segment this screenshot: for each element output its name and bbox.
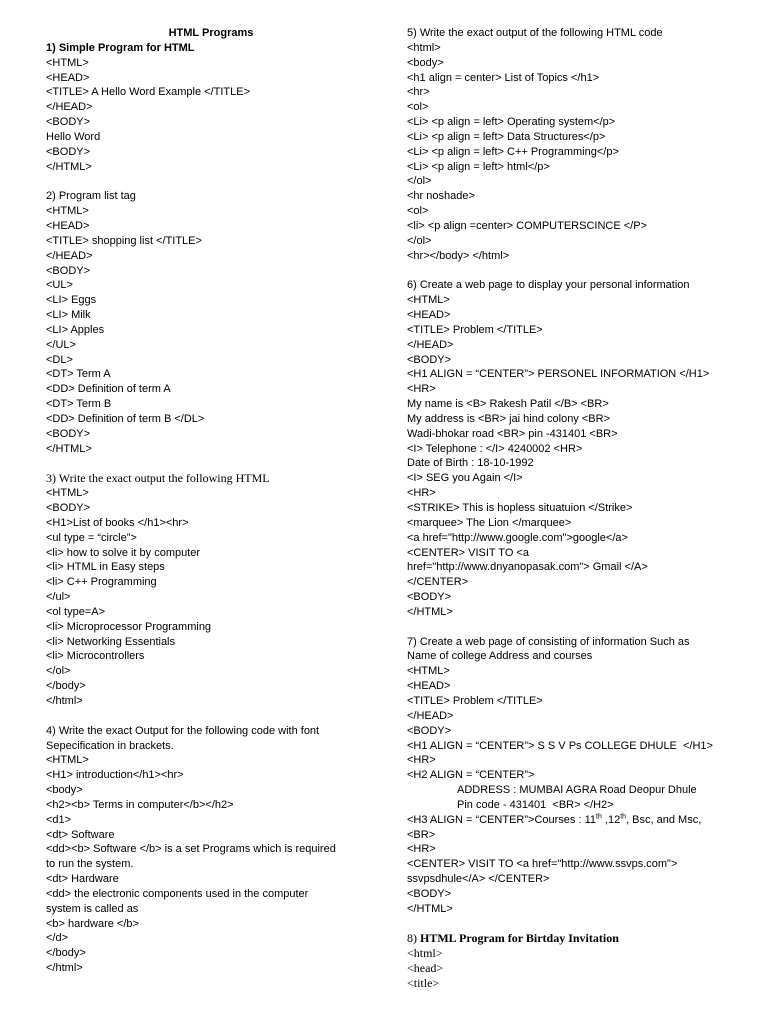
program-4-heading-line-1: 4) Write the exact Output for the following code with font	[46, 724, 320, 737]
code-line: </ul>	[46, 591, 71, 604]
program-4-dd-hardware-1: <dd> the electronic components used in the computer	[46, 887, 309, 900]
code-line: </HTML>	[46, 442, 92, 455]
code-line: <ol>	[407, 101, 429, 114]
code-line: <h2><b> Terms in computer</b></h2>	[46, 798, 234, 811]
code-line: <STRIKE> This is hopless situatuion </Strike>	[407, 502, 633, 514]
code-line: <BODY>	[46, 264, 91, 277]
code-line: <a href="http://www.google.com">google</a>	[407, 531, 628, 544]
program-6-code	[407, 293, 752, 620]
program-5-heading: 5) Write the exact output of the following HTML code	[407, 27, 663, 39]
code-line: <BODY>	[46, 427, 91, 440]
superscript-th-1: th	[596, 813, 602, 821]
program-8-code	[407, 946, 752, 991]
code-line: <body>	[407, 56, 444, 69]
code-line: </d>	[46, 932, 69, 945]
code-line: <ol type=A>	[46, 605, 106, 618]
code-line: <body>	[46, 784, 83, 797]
right-column	[407, 26, 752, 991]
code-line: </HEAD>	[407, 338, 454, 351]
code-line: <DT> Term A	[46, 368, 111, 381]
code-line: <li> Microcontrollers	[46, 650, 145, 663]
code-line: </html>	[46, 694, 83, 707]
code-line: <H1 ALIGN = “CENTER”> S S V Ps COLLEGE DHULE </H1>	[407, 739, 713, 752]
program-5-code	[407, 41, 752, 264]
code-line: </HTML>	[46, 160, 92, 173]
code-line: <BODY>	[46, 502, 91, 514]
code-line: <b> hardware </b>	[46, 917, 139, 930]
code-line: <marquee> The Lion </marquee>	[407, 516, 572, 529]
code-line: <HEAD>	[407, 309, 451, 322]
code-line: <hr></body> </html>	[407, 249, 510, 262]
code-line: My address is <BR> jai hind colony <BR>	[407, 412, 610, 425]
code-line: <DT> Term B	[46, 398, 112, 411]
code-line: <H1> introduction</h1><hr>	[46, 769, 184, 782]
code-line: <H1>List of books </h1><hr>	[46, 516, 189, 529]
code-line: <HTML>	[407, 294, 450, 307]
program-6-heading: 6) Create a web page to display your personal information	[407, 279, 690, 292]
code-line: <html>	[407, 41, 441, 54]
code-line: <d1>	[46, 813, 72, 826]
code-line: </HEAD>	[46, 101, 93, 114]
code-line: <I> SEG you Again </I>	[407, 472, 523, 485]
page-title: HTML Programs	[168, 27, 254, 39]
code-line: </HEAD>	[407, 709, 454, 722]
code-line: My name is <B> Rakesh Patil </B> <BR>	[407, 398, 609, 411]
program-8-title: HTML Program for Birtday Invitation	[420, 931, 619, 946]
code-line: Date of Birth : 18-10-1992	[407, 457, 534, 470]
code-line: </ol>	[46, 665, 71, 678]
code-line: <CENTER> VISIT TO <a href="http://www.ssvps.com">	[407, 858, 678, 871]
program-7-code-a	[407, 664, 752, 783]
code-line: </HTML>	[407, 902, 453, 915]
program-4-dd-software-2: to run the system.	[46, 858, 134, 871]
code-line: <li> HTML in Easy steps	[46, 561, 165, 574]
code-line: <HEAD>	[407, 680, 451, 693]
code-line: <HTML>	[46, 56, 89, 69]
code-line: Hello Word	[46, 130, 101, 143]
code-line: <HR>	[407, 487, 436, 500]
code-line: <h1 align = center> List of Topics </h1>	[407, 71, 600, 84]
program-2-heading: 2) Program list tag	[46, 190, 136, 203]
program-7-heading-line-2: Name of college Address and courses	[407, 650, 593, 663]
code-line: </body>	[46, 680, 86, 693]
code-line: <li> Networking Essentials	[46, 635, 176, 648]
code-line: <li> C++ Programming	[46, 576, 157, 589]
program-7-address-2: Pin code - 431401 <BR> </H2>	[457, 798, 614, 811]
code-line: <HTML>	[46, 487, 89, 500]
program-8-number: 8)	[407, 931, 420, 946]
program-8-heading	[407, 931, 752, 946]
code-line: <H1 ALIGN = “CENTER”> PERSONEL INFORMATION </H1>	[407, 368, 710, 381]
code-line: <BODY>	[407, 591, 452, 604]
code-line: <head>	[407, 961, 444, 976]
program-4-dt-hardware: <dt> Hardware	[46, 873, 119, 886]
code-line: <dt> Software	[46, 828, 115, 841]
code-line: <Li> <p align = left> Data Structures</p>	[407, 130, 606, 143]
code-line: <HR>	[407, 383, 436, 396]
code-line: href="http://www.dnyanopasak.com"> Gmail </A>	[407, 561, 648, 574]
code-line: <HEAD>	[46, 71, 90, 84]
superscript-th-2: th	[620, 813, 627, 821]
code-line: <BODY>	[46, 145, 91, 158]
code-line: <I> Telephone : </I> 4240002 <HR>	[407, 442, 583, 455]
code-line: </html>	[46, 962, 83, 975]
code-line: <BODY>	[407, 724, 452, 737]
code-line: <BODY>	[407, 353, 452, 366]
code-line: ssvpsdhule</A> </CENTER>	[407, 873, 550, 886]
code-line: <Li> <p align = left> Operating system</p>	[407, 116, 616, 129]
code-line: <HTML>	[46, 205, 89, 218]
program-7-code-b	[407, 828, 752, 917]
code-line: <html>	[407, 946, 443, 961]
code-line: <LI> Eggs	[46, 294, 97, 307]
code-line: <H2 ALIGN = “CENTER”>	[407, 769, 535, 782]
code-line: <DL>	[46, 353, 73, 366]
program-3-code	[46, 486, 376, 709]
program-4-code-a	[46, 753, 376, 842]
code-line: </body>	[46, 947, 86, 960]
program-2-code	[46, 204, 376, 456]
code-line: <DD> Definition of term B </DL>	[46, 412, 205, 425]
code-line: <TITLE> shopping list </TITLE>	[46, 234, 202, 247]
code-line: <hr noshade>	[407, 190, 475, 203]
courses-suffix: , Bsc, and Msc,	[626, 813, 702, 826]
courses-prefix: <H3 ALIGN = “CENTER”>Courses : 11	[407, 813, 597, 826]
code-line: <li> <p align =center> COMPUTERSCINCE </P>	[407, 219, 647, 232]
program-7-courses-line	[407, 813, 752, 828]
code-line: <BR>	[407, 828, 436, 841]
code-line: Wadi-bhokar road <BR> pin -431401 <BR>	[407, 427, 618, 440]
code-line: <hr>	[407, 86, 430, 99]
program-4-heading-line-2: Sepecification in brackets.	[46, 739, 174, 752]
program-3-heading: 3) Write the exact output the following HTML	[46, 471, 270, 486]
code-line: <li> how to solve it by computer	[46, 546, 201, 559]
code-line: <HEAD>	[46, 219, 90, 232]
code-line: <ul type = “circle”>	[46, 531, 137, 544]
code-line: <li> Microprocessor Programming	[46, 620, 212, 633]
program-4-code-b	[46, 917, 376, 976]
code-line: <CENTER> VISIT TO <a	[407, 546, 529, 559]
code-line: <HR>	[407, 754, 436, 767]
program-1-code	[46, 56, 376, 175]
code-line: <TITLE> A Hello Word Example </TITLE>	[46, 86, 250, 99]
code-line: </ol>	[407, 175, 432, 188]
code-line: <LI> Apples	[46, 323, 105, 336]
program-4-dd-hardware-2: system is called as	[46, 902, 139, 915]
program-1-heading: 1) Simple Program for HTML	[46, 41, 195, 54]
code-line: </HTML>	[407, 605, 453, 618]
code-line: <Li> <p align = left> html</p>	[407, 160, 550, 173]
code-line: <TITLE> Problem </TITLE>	[407, 694, 543, 707]
program-7-heading-line-1: 7) Create a web page of consisting of information Such as	[407, 635, 690, 648]
code-line: <Li> <p align = left> C++ Programming</p>	[407, 145, 619, 158]
code-line: <BODY>	[407, 887, 452, 900]
code-line: </UL>	[46, 338, 76, 351]
code-line: </CENTER>	[407, 576, 469, 589]
code-line: <HTML>	[407, 665, 450, 678]
left-column	[46, 26, 376, 976]
code-line: </HEAD>	[46, 249, 93, 262]
code-line: <TITLE> Problem </TITLE>	[407, 323, 543, 336]
code-line: <DD> Definition of term A	[46, 383, 171, 396]
code-line: <title>	[407, 976, 440, 990]
program-4-dd-software-1: <dd><b> Software </b> is a set Programs which is required	[46, 843, 336, 856]
courses-mid: ,12	[601, 813, 621, 826]
code-line: </ol>	[407, 234, 432, 247]
code-line: <UL>	[46, 279, 73, 292]
code-line: <LI> Milk	[46, 309, 91, 322]
code-line: <HTML>	[46, 754, 89, 767]
code-line: <ol>	[407, 205, 429, 218]
program-7-address-1: ADDRESS : MUMBAI AGRA Road Deopur Dhule	[457, 784, 697, 797]
code-line: <HR>	[407, 843, 436, 856]
code-line: <BODY>	[46, 116, 91, 129]
